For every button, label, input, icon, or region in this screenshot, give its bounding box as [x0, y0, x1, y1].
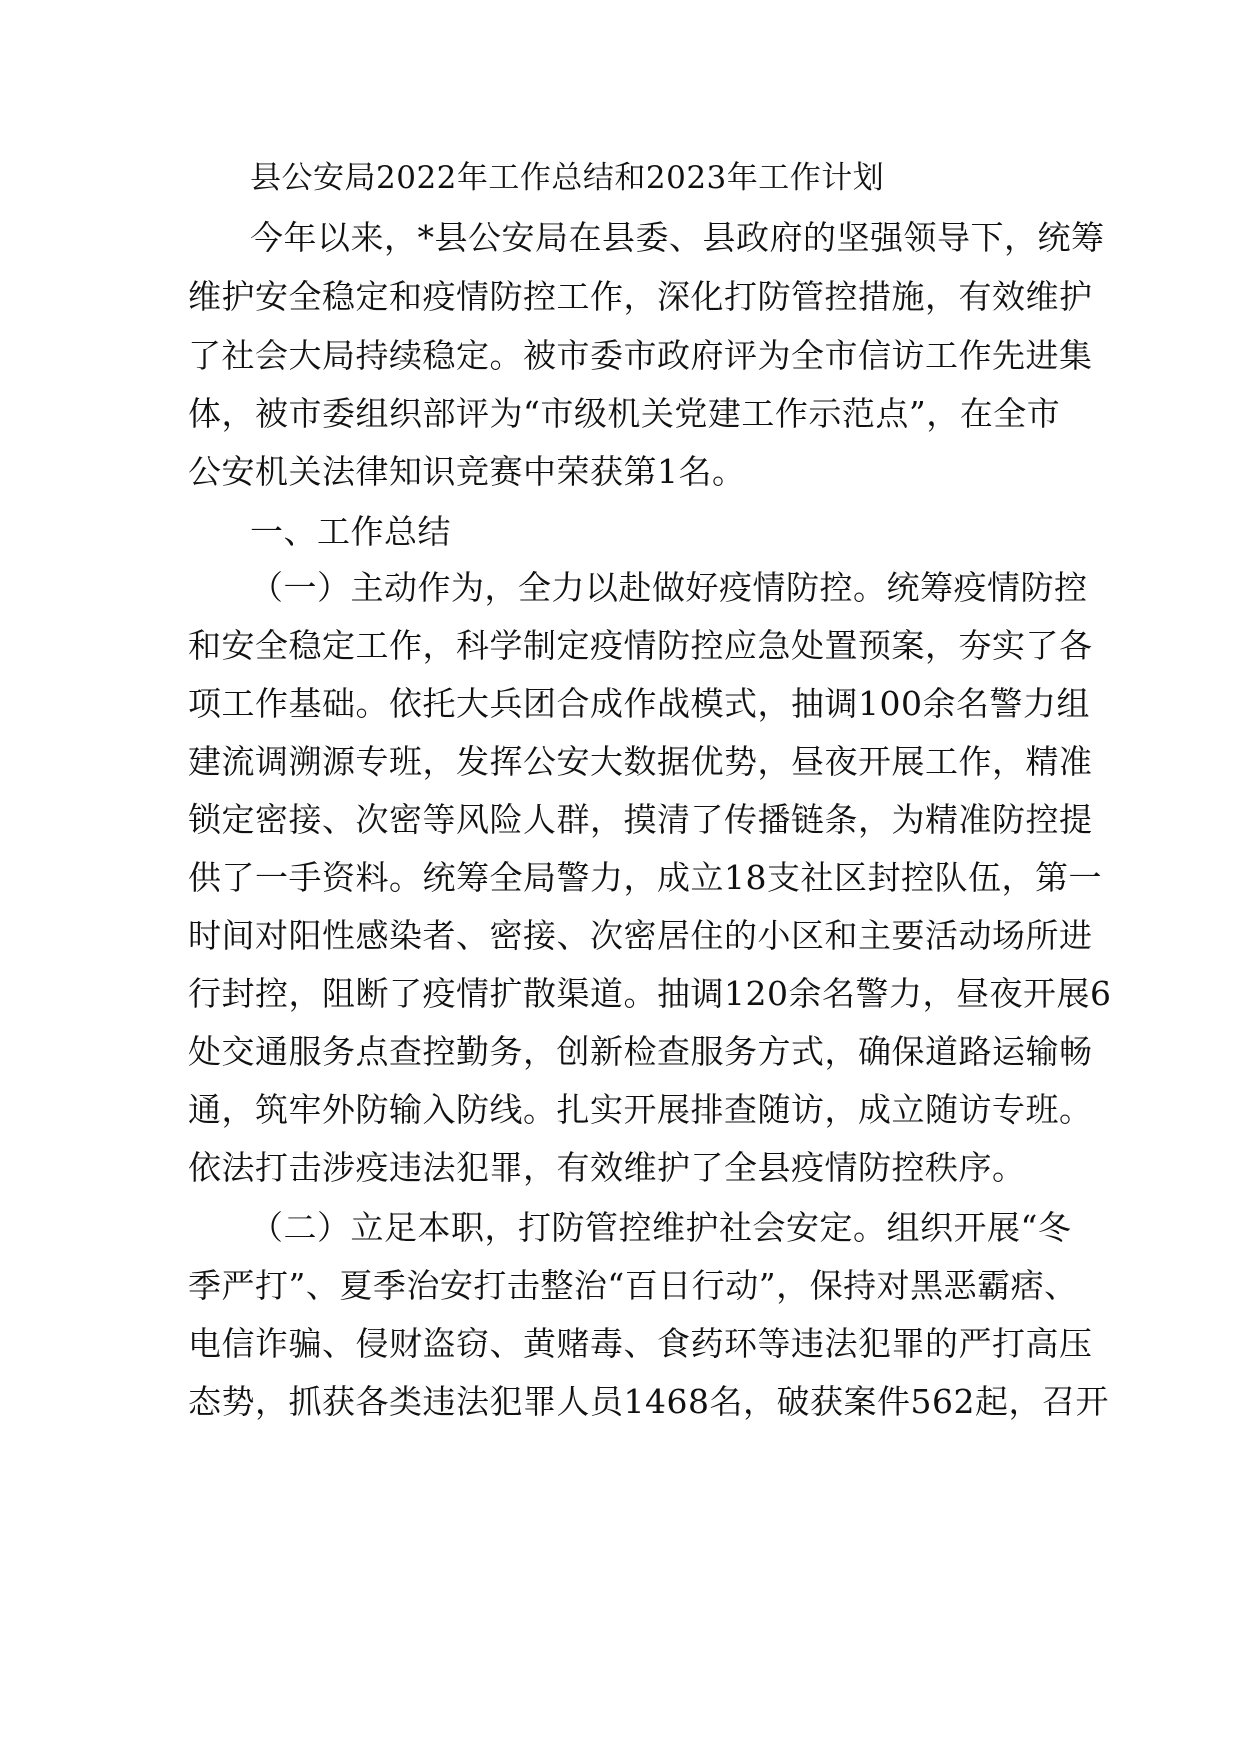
- paragraph-line: 锁定密接、次密等风险人群，摸清了传播链条，为精准防控提: [188, 800, 1093, 839]
- paragraph-line: 项工作基础。依托大兵团合成作战模式，抽调100余名警力组: [188, 684, 1090, 723]
- section-heading: 一、工作总结: [250, 512, 451, 551]
- paragraph-line: 今年以来，*县公安局在县委、县政府的坚强领导下，统筹: [250, 218, 1105, 257]
- paragraph-line: 季严打”、夏季治安打击整治“百日行动”，保持对黑恶霸痞、: [188, 1266, 1078, 1305]
- paragraph-line: （一）主动作为，全力以赴做好疫情防控。统筹疫情防控: [250, 568, 1088, 607]
- paragraph-line: 了社会大局持续稳定。被市委市政府评为全市信访工作先进集: [188, 336, 1093, 375]
- paragraph-line: 行封控，阻断了疫情扩散渠道。抽调120余名警力，昼夜开展6: [188, 974, 1112, 1013]
- paragraph-line: 维护安全稳定和疫情防控工作，深化打防管控措施，有效维护: [188, 277, 1093, 316]
- paragraph-line: 态势，抓获各类违法犯罪人员1468名，破获案件562起，召开: [188, 1382, 1109, 1421]
- paragraph-line: 和安全稳定工作，科学制定疫情防控应急处置预案，夯实了各: [188, 626, 1093, 665]
- paragraph-line: 时间对阳性感染者、密接、次密居住的小区和主要活动场所进: [188, 916, 1093, 955]
- paragraph-line: 通，筑牢外防输入防线。扎实开展排查随访，成立随访专班。: [188, 1090, 1093, 1129]
- paragraph-line: 处交通服务点查控勤务，创新检查服务方式，确保道路运输畅: [188, 1032, 1093, 1071]
- paragraph-line: 建流调溯源专班，发挥公安大数据优势，昼夜开展工作，精准: [188, 742, 1093, 781]
- paragraph-line: 依法打击涉疫违法犯罪，有效维护了全县疫情防控秩序。: [188, 1148, 1026, 1187]
- paragraph-line: 供了一手资料。统筹全局警力，成立18支社区封控队伍，第一: [188, 858, 1102, 897]
- document-title: 县公安局2022年工作总结和2023年工作计划: [250, 160, 885, 196]
- paragraph-line: （二）立足本职，打防管控维护社会安定。组织开展“冬: [250, 1208, 1072, 1247]
- paragraph-line: 公安机关法律知识竞赛中荣获第1名。: [188, 452, 746, 491]
- paragraph-line: 体，被市委组织部评为“市级机关党建工作示范点”，在全市: [188, 394, 1061, 433]
- paragraph-line: 电信诈骗、侵财盗窃、黄赌毒、食药环等违法犯罪的严打高压: [188, 1324, 1093, 1363]
